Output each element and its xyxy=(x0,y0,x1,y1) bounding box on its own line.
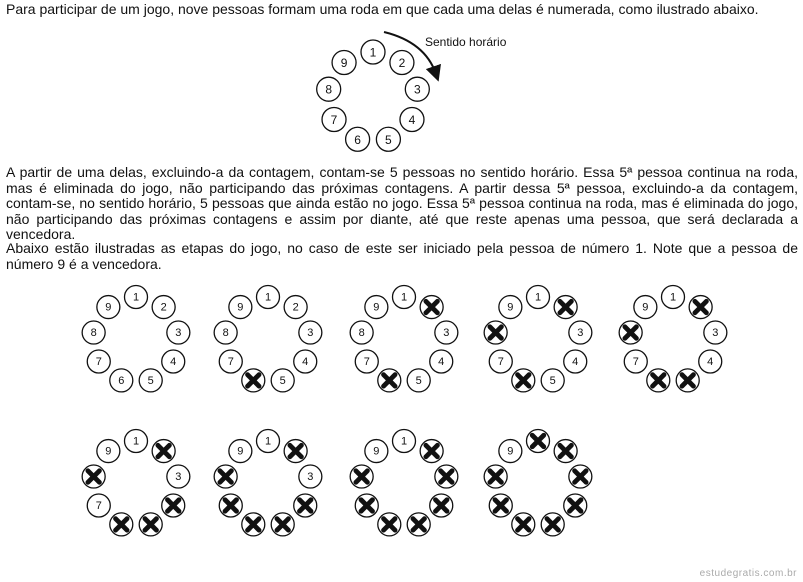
person-8 xyxy=(82,321,105,344)
person-number: 8 xyxy=(358,327,365,340)
person-7 xyxy=(87,494,110,517)
person-number: 3 xyxy=(175,471,182,484)
intro-text: Para participar de um jogo, nove pessoas formam uma roda em que cada uma delas é numerada, como ilustrado abaixo. xyxy=(6,1,759,17)
person-3 xyxy=(569,321,592,344)
person-3 xyxy=(167,321,190,344)
person-number: 1 xyxy=(264,435,272,448)
person-1 xyxy=(393,430,416,453)
person-number: 9 xyxy=(507,445,514,458)
person-number: 5 xyxy=(549,374,556,387)
person-1 xyxy=(361,40,385,64)
person-number: 8 xyxy=(90,327,97,340)
person-6 xyxy=(512,369,535,392)
person-number: 8 xyxy=(222,327,229,340)
person-4 xyxy=(294,494,317,517)
person-number: 9 xyxy=(340,56,348,71)
person-2 xyxy=(152,440,175,463)
person-6 xyxy=(110,513,133,536)
person-5 xyxy=(541,513,564,536)
person-number: 9 xyxy=(642,301,649,314)
person-number: 4 xyxy=(438,356,445,368)
person-7 xyxy=(219,494,242,517)
person-number: 8 xyxy=(325,82,333,97)
person-5 xyxy=(541,369,564,392)
person-number: 1 xyxy=(264,291,272,304)
person-6 xyxy=(378,513,401,536)
person-number: 4 xyxy=(572,356,579,368)
person-5 xyxy=(139,513,162,536)
person-4 xyxy=(400,108,424,132)
stage-2 xyxy=(214,286,322,392)
person-number: 1 xyxy=(669,291,677,304)
person-8 xyxy=(317,77,341,101)
person-3 xyxy=(299,465,322,488)
person-8 xyxy=(484,321,507,344)
person-number: 4 xyxy=(707,356,714,368)
person-9 xyxy=(634,296,657,319)
person-number: 1 xyxy=(400,435,408,448)
person-number: 5 xyxy=(385,132,392,147)
person-4 xyxy=(430,350,453,373)
stages-group xyxy=(82,286,727,536)
person-5 xyxy=(676,369,699,392)
person-7 xyxy=(322,108,346,132)
person-1 xyxy=(662,286,685,309)
person-2 xyxy=(420,296,443,319)
main-wheel xyxy=(317,40,430,151)
person-7 xyxy=(355,350,378,373)
stage-4 xyxy=(484,286,592,392)
person-6 xyxy=(346,127,370,151)
person-number: 7 xyxy=(363,356,370,368)
person-9 xyxy=(499,440,522,463)
person-number: 2 xyxy=(292,301,299,314)
person-number: 9 xyxy=(237,301,244,314)
person-8 xyxy=(350,321,373,344)
person-number: 3 xyxy=(577,327,584,340)
person-2 xyxy=(390,51,414,75)
person-6 xyxy=(242,369,265,392)
person-9 xyxy=(332,51,356,75)
person-number: 7 xyxy=(632,356,639,368)
person-number: 6 xyxy=(354,132,361,147)
person-number: 9 xyxy=(373,301,380,314)
person-3 xyxy=(435,465,458,488)
person-2 xyxy=(689,296,712,319)
stage-6 xyxy=(82,430,190,536)
stage-7 xyxy=(214,430,322,536)
person-6 xyxy=(512,513,535,536)
person-number: 3 xyxy=(712,327,719,340)
person-number: 7 xyxy=(95,356,102,368)
person-1 xyxy=(125,286,148,309)
person-2 xyxy=(152,296,175,319)
stage-8 xyxy=(350,430,458,536)
person-4 xyxy=(294,350,317,373)
person-6 xyxy=(378,369,401,392)
person-number: 2 xyxy=(398,56,406,71)
person-number: 3 xyxy=(307,471,314,484)
person-number: 3 xyxy=(443,327,450,340)
person-5 xyxy=(271,369,294,392)
person-3 xyxy=(569,465,592,488)
person-3 xyxy=(167,465,190,488)
person-8 xyxy=(214,321,237,344)
person-3 xyxy=(704,321,727,344)
person-5 xyxy=(407,513,430,536)
person-4 xyxy=(564,494,587,517)
person-5 xyxy=(139,369,162,392)
person-2 xyxy=(420,440,443,463)
person-number: 4 xyxy=(170,356,177,368)
person-8 xyxy=(350,465,373,488)
person-1 xyxy=(257,286,280,309)
person-7 xyxy=(489,350,512,373)
person-number: 9 xyxy=(373,445,380,458)
person-number: 1 xyxy=(534,291,542,304)
person-number: 9 xyxy=(507,301,514,314)
stage-9 xyxy=(484,430,592,536)
person-number: 1 xyxy=(369,45,377,60)
person-number: 7 xyxy=(227,356,234,368)
person-2 xyxy=(554,296,577,319)
person-number: 4 xyxy=(408,113,416,127)
person-1 xyxy=(125,430,148,453)
person-number: 6 xyxy=(118,374,125,387)
person-number: 1 xyxy=(400,291,408,304)
person-5 xyxy=(376,127,400,151)
person-2 xyxy=(284,440,307,463)
person-4 xyxy=(162,350,185,373)
site-credit: estudegratis.com.br xyxy=(699,568,797,579)
person-number: 1 xyxy=(132,435,140,448)
person-9 xyxy=(97,440,120,463)
stage-5 xyxy=(619,286,727,392)
rules-paragraph: A partir de uma delas, excluindo-a da contagem, contam-se 5 pessoas no sentido horário. Essa 5ª pessoa continua na roda, mas é eliminada do jogo, não participando das próximas contagens. A partir dessa 5ª pessoa, excluindo-a da contagem, contam-se, no sentido horário, 5 pessoas que ainda estão no jogo. Essa 5ª pessoa continua na roda, mas é eliminada do jogo, não participando das próximas contagens e assim por diante, até que reste apenas uma pessoa, que será declarada a vencedora. xyxy=(6,164,798,242)
person-3 xyxy=(435,321,458,344)
person-4 xyxy=(430,494,453,517)
person-4 xyxy=(699,350,722,373)
person-7 xyxy=(355,494,378,517)
direction-label: Sentido horário xyxy=(425,35,507,49)
person-1 xyxy=(257,430,280,453)
person-7 xyxy=(87,350,110,373)
person-number: 1 xyxy=(132,291,140,304)
person-1 xyxy=(393,286,416,309)
person-3 xyxy=(405,77,429,101)
person-number: 3 xyxy=(175,327,182,340)
person-2 xyxy=(554,440,577,463)
person-8 xyxy=(214,465,237,488)
person-6 xyxy=(647,369,670,392)
person-number: 9 xyxy=(237,445,244,458)
person-number: 4 xyxy=(302,356,309,368)
stage-1 xyxy=(82,286,190,392)
person-6 xyxy=(242,513,265,536)
person-number: 9 xyxy=(105,445,112,458)
person-number: 2 xyxy=(160,301,167,314)
person-number: 7 xyxy=(330,113,338,127)
person-number: 7 xyxy=(497,356,504,368)
person-number: 3 xyxy=(413,82,421,97)
person-9 xyxy=(229,440,252,463)
person-3 xyxy=(299,321,322,344)
person-9 xyxy=(365,440,388,463)
person-4 xyxy=(564,350,587,373)
person-number: 9 xyxy=(105,301,112,314)
person-5 xyxy=(271,513,294,536)
person-9 xyxy=(499,296,522,319)
person-7 xyxy=(489,494,512,517)
person-7 xyxy=(219,350,242,373)
person-8 xyxy=(484,465,507,488)
person-number: 5 xyxy=(279,374,286,387)
person-1 xyxy=(527,430,550,453)
person-4 xyxy=(162,494,185,517)
person-1 xyxy=(527,286,550,309)
person-9 xyxy=(97,296,120,319)
person-number: 7 xyxy=(95,500,102,512)
person-number: 5 xyxy=(415,374,422,387)
person-number: 5 xyxy=(147,374,154,387)
person-8 xyxy=(82,465,105,488)
person-9 xyxy=(229,296,252,319)
person-number: 3 xyxy=(307,327,314,340)
person-9 xyxy=(365,296,388,319)
person-2 xyxy=(284,296,307,319)
person-6 xyxy=(110,369,133,392)
stages-paragraph: Abaixo estão ilustradas as etapas do jogo, no caso de este ser iniciado pela pessoa de número 1. Note que a pessoa de número 9 é a vencedora. xyxy=(6,240,798,272)
stage-3 xyxy=(350,286,458,392)
person-8 xyxy=(619,321,642,344)
person-7 xyxy=(624,350,647,373)
person-5 xyxy=(407,369,430,392)
